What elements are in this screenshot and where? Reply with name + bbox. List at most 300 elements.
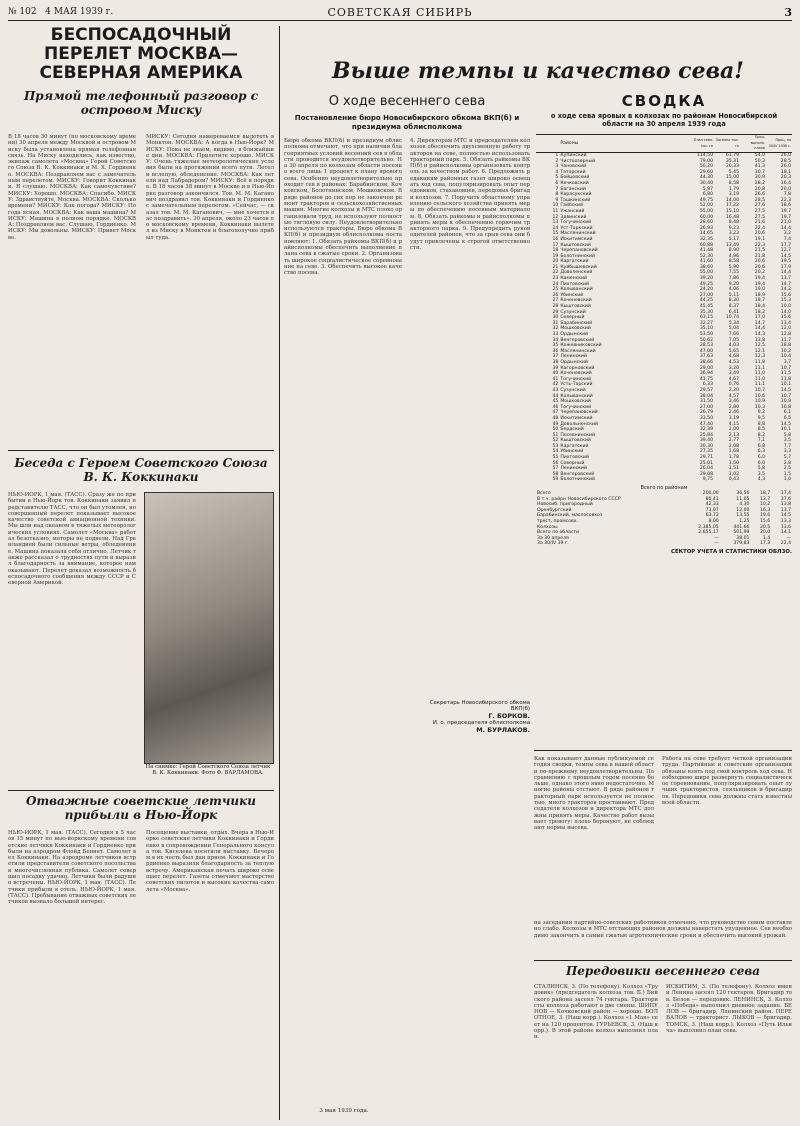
row-number: 3 (555, 164, 559, 170)
prev-pct-value: 1,5 (783, 471, 791, 477)
sown-value: 4,96 (728, 253, 739, 259)
summary-subtitle: о ходе сева яровых в колхозах по районам Новосибирской области на 30 апреля 1939 года (550, 112, 778, 128)
totals-value-cell: 42,33 (705, 502, 719, 508)
row-number: 56 (552, 460, 559, 466)
prev-pct-value: 10,0 (780, 304, 791, 310)
region-name: Кыштовский (560, 242, 591, 248)
totals-label-cell: Новосиб. пригородный (537, 502, 593, 508)
region-name: Ордынский (560, 359, 588, 365)
plan-value: 38,60 (699, 264, 713, 270)
plan-value: 52,00 (699, 203, 713, 209)
pct-value: 10,7 (754, 387, 765, 393)
region-name: Колыванский (560, 393, 593, 399)
pct-value: 20,6 (754, 264, 765, 270)
interview-text: НЬЮ-ЙОРК, 1 мая. (ТАСС). Сразу же по прибытии в Нью-Йорк тов. Коккинаки заявил представителю ТАСС, что он был утомлен, но совершенный перелет показывает высокое качество советской авиационной техники. Мы шли над океаном в тяжелых метеорологических условиях. Самолет «Москва» работал безотказно, моторы не подвели. Над Гренландией были сильные ветры, обледенение. Машина показала себя отлично. Летчик также рассказал о трудностях пути и выразил благодарность за внимание, которое нам оказывают. Перелет доказал возможность беспосадочного сообщения между СССР и Северной Америкой. (8, 492, 136, 587)
sown-value: 20,33 (725, 164, 739, 170)
plan-value: 50,62 (699, 337, 713, 343)
pct-value: 20,6 (754, 231, 765, 237)
sown-value: 1,02 (728, 471, 739, 477)
row-number: 34 (552, 337, 559, 343)
plan-value: 9,75 (702, 477, 713, 483)
row-number: 8 (555, 192, 559, 198)
row-number: 53 (552, 443, 559, 449)
sown-value: 8,30 (728, 298, 739, 304)
sown-value: 1,78 (728, 455, 739, 461)
pct-value: 21,5 (754, 248, 765, 254)
region-name: Каргатский (560, 443, 589, 449)
prev-pct-value: 14,4 (780, 225, 791, 231)
sown-value: 5,34 (728, 320, 739, 326)
sown-value: 2,46 (728, 410, 739, 416)
row-number: 42 (552, 382, 559, 388)
row-number: 21 (552, 264, 559, 270)
totals-label: Всего по районам (640, 485, 688, 492)
region-name: Ташкинский (560, 197, 591, 203)
row-number: 22 (552, 270, 559, 276)
interview-headline: Беседа с Героем Советского Союза В. К. Коккинаки (14, 456, 268, 484)
col-header-region: Районы (560, 140, 579, 146)
pct-value: 11,0 (754, 376, 765, 382)
pct-value: 11,1 (754, 382, 765, 388)
plan-value: 32,27 (699, 320, 713, 326)
region-name: Тогучинский (560, 220, 592, 226)
row-number: 45 (552, 399, 559, 405)
sowing-banner: Выше темпы и качество сева! (332, 58, 744, 84)
row-number: 41 (552, 376, 559, 382)
sowing-col-a: Бюро обкома ВКП(б) и президиум облисполкома отмечают, что при наличии благоприятных условий весенний сев в области проводится неудовлетворительно. На 30 апреля по колхозам области посеяно всего лишь 1 процент к плану ярового сева. Особенно неудовлетворительно проходит сев в районах: Барабинском, Кочковском, Болотнинском, Мошковском. В ряде районов до сих пор не закончен ремонт тракторов и сельскохозяйственных машин. Многие колхозы и МТС плохо организовали труд, не используют полностью тягловую силу. Неудовлетворительно используются тракторы. Бюро обкома ВКП(б) и президиум облисполкома постановляют: 1. Обязать райкомы ВКП(б) и райисполкомы обеспечить выполнение плана сева в сжатые сроки. 2. Организовать широкое социалистическое соревнование на севе. 3. Обеспечить высокое качество посева. (284, 138, 402, 277)
sown-value: 1,51 (728, 466, 739, 472)
row-number: 30 (552, 315, 559, 321)
sown-value: 15,00 (725, 175, 739, 181)
plan-value: 53,50 (699, 332, 713, 337)
sown-value: 1,68 (728, 449, 739, 455)
region-name: Венгеровский (560, 471, 595, 477)
row-number: 57 (552, 466, 559, 472)
plan-value: 35,10 (699, 326, 713, 332)
totals-value-cell: 13,7 (780, 507, 791, 513)
pct-value: 20,2 (754, 270, 765, 276)
region-name: Чистоозерный (560, 158, 596, 164)
row-number: 6 (555, 180, 559, 186)
prev-pct-value: 19,5 (780, 259, 791, 265)
plan-value: 14,65 (699, 231, 713, 237)
totals-value-cell: 13,7 (759, 496, 771, 502)
row-number: 13 (552, 220, 559, 226)
divider (534, 960, 792, 961)
row-number: 18 (552, 248, 559, 254)
pct-value: 12,1 (754, 348, 765, 354)
pilots-col-a: НЬЮ-ЙОРК, 1 мая. (ТАСС). Сегодня в 5 часов 15 минут по нью-йоркскому времени советские летчики Коккинаки и Гордиенко прибыли на аэродром Флойд Беннет. Самолет вел Коккинаки. На аэродроме летчиков встретили представители советского посольства и многочисленная публика. Самолет совершил посадку удачно. Летчики были радушно встречены. НЬЮ-ЙОРК, 1 мая. (ТАСС). Летчики прибыли в отель. НЬЮ-ЙОРК, 1 мая. (ТАСС). Пребывание отважных советских летчиков вызвало большой интерес. (8, 830, 136, 906)
row-number: 11 (552, 208, 559, 214)
row-number: 39 (552, 365, 559, 371)
totals-row (536, 541, 792, 547)
prev-pct-value: 14,4 (780, 270, 791, 276)
pct-value: 12,5 (754, 343, 765, 349)
sown-value: 4,57 (728, 393, 739, 399)
plan-value: 45,45 (699, 304, 713, 310)
prev-pct-value: 10,7 (780, 365, 791, 371)
plan-value: 52,30 (699, 253, 713, 259)
region-name: Ужанский (560, 208, 585, 214)
region-name: Баганский (560, 186, 586, 192)
pct-value: 54,0 (754, 153, 765, 158)
prev-pct-value: 3,3 (783, 449, 791, 455)
prev-pct-value: 10,4 (780, 354, 791, 360)
sown-value: 8,58 (728, 259, 739, 265)
totals-label-cell: За 30/IV 39 г. (537, 541, 569, 547)
row-number: 9 (555, 197, 559, 203)
row-number: 16 (552, 236, 559, 242)
flight-headline: БЕСПОСАДОЧНЫЙ ПЕРЕЛЕТ МОСКВА—СЕВЕРНАЯ АМЕРИКА (39, 25, 243, 83)
row-number: 14 (552, 225, 559, 231)
totals-value-cell: 13,3 (780, 519, 791, 524)
region-name: Колыванский (560, 287, 593, 293)
pct-value: 13,8 (754, 337, 765, 343)
totals-value-cell: 15,6 (759, 519, 771, 524)
pct-value: 6,0 (757, 460, 765, 466)
sown-value: 4,53 (728, 359, 739, 365)
row-number: 5 (555, 175, 559, 181)
region-name: Чановский (560, 164, 587, 170)
prev-pct-value: 3,2 (783, 231, 791, 237)
prev-pct-value: 14,7 (780, 281, 791, 287)
plan-value: 25,84 (699, 432, 713, 438)
prev-pct-value: 12,0 (780, 326, 791, 332)
totals-label-cell: Всего по области (537, 530, 580, 536)
totals-value-cell: 8,00 (708, 519, 719, 524)
pct-value: 27,5 (754, 214, 765, 220)
sown-value: 2,20 (728, 387, 739, 393)
prev-pct-value: 20,0 (780, 186, 791, 192)
region-name: Здвинский (560, 214, 587, 220)
totals-value-cell: 17,4 (780, 491, 791, 497)
sown-value: 61,79 (725, 153, 739, 158)
pct-value: 18,4 (754, 304, 765, 310)
pct-value: 28,5 (754, 197, 765, 203)
sown-value: 8,90 (728, 248, 739, 254)
totals-value-cell: 14,1 (780, 530, 791, 536)
prev-pct-value: 10,7 (780, 393, 791, 399)
row-number: 27 (552, 298, 559, 304)
pct-value: 11,8 (754, 359, 765, 365)
region-name: Пихтовский (560, 455, 589, 461)
region-name: Татарский (560, 169, 586, 175)
row-number: 19 (552, 253, 559, 259)
flight-col-b: МИСКУ: Сегодня намереваемся вылететь в Монктон. МОСКВА: А когда в Нью-Йорк? МИСКУ: Пока не знаем, видимо, в ближайшие дни. МОСКВА: Прилетите хорошо. МИСКУ: Очень тяжелые метеорологические условия были на протяжении всего пути. Летели вслепую, обледенение. МОСКВА: Как летели над Лабрадором? МИСКУ: Всё в порядке. В 18 часов 38 минут в Москве и в Нью-Йорке разговор закончился. Тов. М. М. Каганович поздравил тов. Коккинаки и Гордиенко с замечательным перелетом. «Сейчас, — сказал тов. М. М. Каганович, — мне хочется вас поздравить». 30 апреля, около 23 часов по московскому времени, Коккинаки вылетел из Миску в Монктон и благополучно прибыл туда. (146, 134, 274, 241)
totals-value-cell: 10,2 (759, 502, 771, 508)
plan-value: 47,00 (699, 348, 713, 354)
sown-value: 5,65 (728, 348, 739, 354)
prev-pct-value: 14,2 (780, 287, 791, 293)
region-name: Северный (560, 460, 585, 466)
row-number: 54 (552, 449, 559, 455)
prev-pct-value: 15,6 (780, 292, 791, 298)
pct-value: 8,8 (757, 421, 765, 427)
plan-value: 38,04 (699, 393, 713, 399)
totals-value-cell: 1,25 (739, 519, 750, 524)
row-number: 38 (552, 359, 559, 365)
plan-value: 47,40 (699, 421, 713, 427)
pct-value: 11,0 (754, 371, 765, 377)
pct-value: 9,2 (757, 410, 765, 416)
region-name: Посевнинский (560, 432, 595, 438)
totals-value-cell: 16,3 (759, 507, 771, 513)
summary-header-row (536, 135, 792, 153)
totals-value-cell: 22,4 (780, 541, 791, 547)
sowing-headline: О ходе весеннего сева (328, 94, 486, 109)
prev-pct-value: 10,2 (780, 348, 791, 354)
totals-label-cell: Барабинский, маслосовхоз (537, 513, 603, 519)
pct-value: 30,9 (754, 175, 765, 181)
sown-value: 17,22 (725, 203, 739, 209)
prev-pct-value: 1,0 (783, 477, 791, 483)
plan-value: 37,63 (699, 354, 713, 360)
totals-value-cell: 14,5 (780, 513, 791, 519)
sown-value: 3,49 (728, 371, 739, 377)
pct-value: 6,0 (757, 455, 765, 461)
prev-pct-value: 14,5 (780, 387, 791, 393)
plan-value: 41,60 (699, 259, 713, 265)
prev-pct-value: 14,5 (780, 253, 791, 259)
region-name: Карасукский (560, 192, 592, 198)
plan-value: 28,53 (699, 343, 713, 349)
totals-value-cell: 2,385,05 (698, 524, 719, 530)
sown-value: 4,67 (728, 376, 739, 382)
pct-value: 26,6 (754, 192, 765, 198)
pct-value: 14,4 (754, 326, 765, 332)
prev-pct-value: 5,8 (783, 432, 791, 438)
sown-value: 14,00 (725, 197, 739, 203)
prev-pct-value: 10,1 (780, 382, 791, 388)
totals-value-cell: 20,0 (759, 530, 771, 536)
totals-value-cell: 36,56 (736, 491, 750, 497)
region-name: Черепановский (560, 248, 598, 254)
pct-value: 18,2 (754, 309, 765, 315)
pct-value: 10,9 (754, 399, 765, 405)
prev-pct-value: 3,5 (783, 438, 791, 444)
signature-block (410, 700, 530, 734)
plan-value: 32,39 (699, 427, 713, 433)
photo-caption: На снимке: Герой Советского Союза летчик В. К. Коккинаки. Фото Ф. ВАРЛАМОВА. (145, 764, 271, 777)
sown-value: 7,66 (728, 332, 739, 337)
col-header-prev: Проц. на 30/IV 1938 г. (768, 137, 791, 148)
pct-value: 11,1 (754, 365, 765, 371)
row-number: 52 (552, 438, 559, 444)
totals-table (536, 491, 792, 547)
col-header-plan: План сева, тыс. га (693, 137, 713, 148)
row-number: 35 (552, 343, 559, 349)
pct-value: 10,3 (754, 404, 765, 410)
totals-value-cell: 17,3 (759, 541, 771, 547)
sown-value: 4,68 (728, 354, 739, 360)
plan-value: 27,00 (699, 404, 713, 410)
prev-pct-value: 14,5 (780, 421, 791, 427)
pct-value: 19,4 (754, 281, 765, 287)
pct-value: 14,7 (754, 320, 765, 326)
totals-value-cell: 379,83 (733, 541, 750, 547)
row-number: 37 (552, 354, 559, 360)
totals-value-cell: 73,97 (705, 507, 719, 513)
table-row (536, 477, 792, 483)
sowing-col-b: 4. Директорам МТС и председателям колхозов обеспечить двухсменную работу тракторов на севе, полностью использовать тракторный парк. 5. Обязать райкомы ВКП(б) и райисполкомы организовать контроль за качеством работ. 6. Предложить редакциям районных газет широко освещать ход сева, популяризировать опыт передовиков, стахановцев, передовых бригад и колхозов. 7. Поручить областному управлению сельского хозяйства принять меры по обеспечению посевным материалом. 8. Обязать райкомы и райисполкомы принять меры к обеспечению горючим тракторного парка. 9. Предупредить руководителей районов, что за срыв сева они будут привлечены к строгой ответственности. (410, 138, 530, 252)
sown-value: 5,11 (728, 292, 739, 298)
totals-value-cell: 441,66 (733, 524, 750, 530)
pct-value: 19,1 (754, 236, 765, 242)
flight-subhead: Прямой телефонный разговор с островом Миску (23, 89, 259, 117)
plan-value: 36,94 (699, 371, 713, 377)
signer1-name: Г. БОРКОВ. (488, 712, 530, 720)
region-name: Мошковский (560, 326, 591, 332)
prev-pct-value: 17,9 (780, 264, 791, 270)
row-number: 36 (552, 348, 559, 354)
pct-value: 5,8 (757, 466, 765, 472)
sown-value: 8,58 (728, 180, 739, 186)
summary-table (536, 134, 792, 483)
totals-value-cell: 2,655,17 (698, 530, 719, 536)
prev-pct-value: 21,0 (780, 220, 791, 226)
sown-value: 9,23 (728, 225, 739, 231)
plan-value: 44,30 (699, 175, 713, 181)
region-name: Усть-Тарский (560, 382, 593, 388)
prev-pct-value: 13,7 (780, 276, 791, 282)
interview-article (8, 456, 274, 786)
row-number: 15 (552, 231, 559, 237)
region-name: Купинский (560, 153, 587, 158)
pilots-col-b: Посещение выставки, отдых. Вчера в Нью-Йорке советские летчики Коккинаки и Гордиенко в сопровождении Генерального консула тов. Киселева посетили выставку. Вечером в их честь был дан прием. Коккинаки и Гордиенко выразили благодарность за теплую встречу. Американская печать широко освещает перелет. Газеты отмечают мастерство советских пилотов и высокие качества самолета «Москва». (146, 830, 274, 893)
sown-value: 8,48 (728, 220, 739, 226)
summary-table-block (536, 92, 792, 742)
plan-value: 41,75 (699, 376, 713, 382)
sown-value: 3,46 (728, 399, 739, 405)
sown-value: 5,90 (728, 264, 739, 270)
region-name: Каменский (560, 276, 587, 282)
pct-value: 19,0 (754, 287, 765, 293)
editorial-col-b: Работа на севе требует четкой организации труда. Партийные и советские организации обязаны взять под свой контроль ход сева. Необходимо шире развернуть социалистическое соревнование, популяризировать опыт лучших трактористов, сеяльщиков и бригадиров. Передовики сева должны стать известны всей области. (662, 756, 792, 807)
summary-title: СВОДКА (621, 92, 707, 110)
plan-value: 29,60 (699, 169, 713, 175)
pct-value: 27,5 (754, 208, 765, 214)
plan-value: 26,04 (699, 466, 713, 472)
prev-pct-value: 6,5 (783, 415, 791, 421)
totals-value-cell: 80,41 (705, 496, 719, 502)
plan-value: 29,71 (699, 455, 713, 461)
plan-value: 26,93 (699, 225, 713, 231)
pct-value: 7,1 (757, 438, 765, 444)
sown-value: 4,06 (728, 287, 739, 293)
sown-value: 15,10 (725, 208, 739, 214)
editorial-col-c: на заседании партийно-советских работников отмечено, что руководство севом поставлено слабо. Колхозы и МТС отстающих районов должны наверстать упущенное. Сев необходимо закончить в самые сжатые агротехнические сроки и обеспечить высокий урожай. (534, 920, 792, 939)
editorial-col-a: Как показывают данные публикуемой сегодня сводки, темпы сева в нашей области по-прежнему неудовлетворительны. По сравнению с прошлым годом посеяно больше, однако этого явно недостаточно. Многие районы отстают. В ряде районов тракторный парк используется не полностью, много тракторов простаивают. Председатели колхозов и директора МТС должны принять меры. Качество работ вызывает тревогу: плохо боронуют, не соблюдают нормы высева. (534, 756, 654, 832)
row-number: 40 (552, 371, 559, 377)
prev-pct-value: 10,1 (780, 427, 791, 433)
prev-pct-value: 11,5 (780, 371, 791, 377)
row-number: 46 (552, 404, 559, 410)
plan-value: 27,00 (699, 292, 713, 298)
plan-value: 35,30 (699, 309, 713, 315)
region-name: Сузунский (560, 309, 586, 315)
plan-value: 28,60 (699, 220, 713, 226)
pct-value: 17,0 (754, 315, 765, 321)
prev-pct-value: 11,8 (780, 376, 791, 382)
prev-pct-value: 7,7 (783, 443, 791, 449)
totals-label-cell: За 30 апреля (537, 535, 569, 541)
plan-value: 114,50 (696, 153, 713, 158)
prev-pct-value: 11,7 (780, 337, 791, 343)
prev-pct-value: 13,4 (780, 320, 791, 326)
row-number: 55 (552, 455, 559, 461)
sown-value: 10,74 (725, 315, 739, 321)
prev-pct-value: 7,4 (783, 236, 791, 242)
sown-value: 2,80 (728, 404, 739, 410)
row-number: 59 (552, 477, 559, 483)
sown-value: 2,77 (728, 438, 739, 444)
plan-value: 30,40 (699, 180, 713, 186)
sown-value: 7,55 (728, 270, 739, 276)
sown-value: 5,17 (728, 236, 739, 242)
col-header-pct: Проц. выполн. плана (750, 135, 765, 151)
summary-source: СЕКТОР УЧЕТА И СТАТИСТИКИ ОБЛЗО. (670, 548, 792, 555)
region-name: Болотнинский (560, 477, 595, 483)
row-number: 28 (552, 304, 559, 310)
totals-value-cell: 13,8 (780, 502, 791, 508)
plan-value: 32,35 (699, 236, 713, 242)
prev-pct-value: 26,0 (780, 164, 791, 170)
sown-value: 8,37 (728, 304, 739, 310)
region-name: Доволенский (560, 270, 593, 276)
totals-label-cell: В т.ч. райрн Новосибирского СССР (537, 496, 621, 502)
sown-value: 0,76 (728, 382, 739, 388)
row-number: 47 (552, 410, 559, 416)
sown-value: 6,41 (728, 309, 739, 315)
row-number: 12 (552, 214, 559, 220)
prev-pct-value: 22,3 (780, 197, 791, 203)
region-name: Искитимский (560, 236, 593, 242)
sown-value: 16,48 (725, 214, 739, 220)
plan-value: 39,20 (699, 276, 713, 282)
region-name: Довольненский (560, 421, 599, 427)
prev-pct-value: 26,0 (780, 153, 791, 158)
region-name: Кыштовский (560, 438, 591, 444)
pct-value: 10,6 (754, 393, 765, 399)
totals-label-cell: Оренбургский (537, 507, 572, 513)
pct-value: 22,4 (754, 225, 765, 231)
plan-value: 55,00 (699, 270, 713, 276)
sowing-subhead: Постановление бюро Новосибирского обкома ВКП(б) и президиума облисполкома (294, 114, 520, 131)
totals-value-cell: 4,30 (739, 502, 750, 508)
row-number: 4 (555, 169, 559, 175)
prev-pct-value: 7,8 (783, 192, 791, 198)
col-header-sown: Засеяно тыс. га (715, 137, 739, 148)
prev-pct-value: 2,5 (783, 466, 791, 472)
region-name: Барабинский (560, 320, 593, 326)
prev-pct-value: 12,7 (780, 248, 791, 254)
signer1-title: Секретарь Новосибирского обкома ВКП(б) (429, 700, 530, 712)
pct-value: 14,3 (754, 332, 765, 337)
totals-label-cell: Колхозы (537, 524, 558, 530)
pct-value: 30,7 (754, 169, 765, 175)
row-number: 48 (552, 415, 559, 421)
row-number: 33 (552, 332, 559, 337)
totals-label-cell: Всего (537, 491, 551, 497)
pct-value: 3,5 (757, 471, 765, 477)
sown-value: 7,86 (728, 276, 739, 282)
pct-value: 20,8 (754, 186, 765, 192)
totals-value-cell: 18,7 (759, 491, 771, 497)
sown-value: 3,19 (728, 415, 739, 421)
interview-text-cont (8, 706, 136, 782)
pct-value: 20,6 (754, 259, 765, 265)
row-number: 44 (552, 393, 559, 399)
